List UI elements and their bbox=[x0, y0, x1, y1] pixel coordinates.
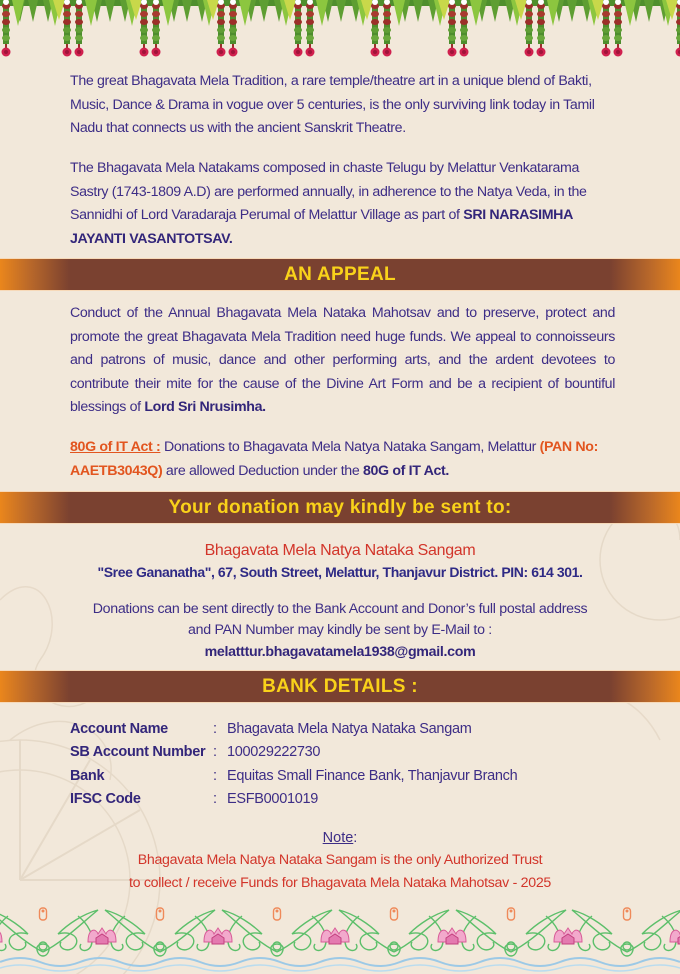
note-line-2: to collect / receive Funds for Bhagavata Mela Nataka Mahotsav - 2025 bbox=[128, 875, 551, 891]
intro-paragraph-2 bbox=[70, 157, 615, 251]
appeal-text: Conduct of the Annual Bhagavata Mela Nataka Mahotsav and to preserve, protect and promote the great Bhagavata Mela Tradition need huge funds. We appeal to connoisseurs and patrons of music, dance and other performing arts, and the ardent devotees to contribute their mite for the cause of the Divine Art Form and be a recipient of bountiful blessings of bbox=[70, 305, 615, 415]
tax-text-1: Donations to Bhagavata Mela Natya Nataka Sangam, Melattur bbox=[160, 439, 540, 455]
bank-row-ifsc bbox=[70, 788, 630, 812]
donation-info-line-2: and PAN Number may kindly be sent by E-Mail to : bbox=[188, 622, 492, 638]
floral-lotus-border-icon bbox=[0, 902, 680, 974]
bank-value: 100029222730 bbox=[227, 744, 321, 761]
tax-act-bold: 80G of IT Act. bbox=[362, 462, 449, 479]
contact-email-link[interactable]: melatttur.bhagavatamela1938@gmail.com bbox=[204, 644, 476, 660]
appeal-heading: AN APPEAL bbox=[284, 263, 396, 285]
organization-name: Bhagavata Mela Natya Nataka Sangam bbox=[204, 542, 476, 559]
appeal-paragraph bbox=[70, 302, 615, 420]
bank-label: Bank bbox=[70, 767, 105, 784]
bank-value: ESFB0001019 bbox=[227, 791, 319, 808]
tax-text-2: are allowed Deduction under the bbox=[162, 462, 363, 479]
note-colon: : bbox=[353, 830, 358, 846]
bank-colon: : bbox=[213, 744, 218, 761]
intro-paragraph-2-text: The Bhagavata Mela Natakams composed in chaste Telugu by Melattur Venkatarama Sastry (1743-1809 A.D) are performed annually, in adherence to the Natya Veda, in the Sannidhi of Lord Varadaraja Perumal of Melattur Village as part of bbox=[70, 160, 587, 223]
bank-label: Account Name bbox=[70, 720, 168, 737]
donation-heading-band bbox=[0, 491, 680, 524]
bank-details-table bbox=[70, 717, 630, 811]
note-heading bbox=[0, 828, 680, 848]
bank-row-account-number bbox=[70, 741, 630, 765]
bank-colon: : bbox=[213, 791, 218, 808]
pan-number: (PAN No: AAETB3043Q) bbox=[70, 439, 598, 479]
bank-heading: BANK DETAILS : bbox=[262, 675, 418, 697]
postal-address: "Sree Gananatha", 67, South Street, Melattur, Thanjavur District. PIN: 614 301. bbox=[97, 564, 583, 580]
note-title: Note bbox=[322, 830, 354, 846]
bank-value: Equitas Small Finance Bank, Thanjavur Branch bbox=[227, 767, 518, 784]
bank-row-bank bbox=[70, 764, 630, 788]
tax-exemption-label: 80G of IT Act : bbox=[70, 439, 161, 455]
bank-heading-band bbox=[0, 670, 680, 703]
festival-name: SRI NARASIMHA JAYANTI VASANTOTSAV. bbox=[70, 207, 573, 247]
note-line-1: Bhagavata Mela Natya Nataka Sangam is the only Authorized Trust bbox=[137, 852, 543, 868]
mango-leaf-garland-icon bbox=[0, 0, 680, 62]
donation-heading: Your donation may kindly be sent to: bbox=[168, 496, 512, 518]
bank-colon: : bbox=[213, 720, 218, 737]
bank-colon: : bbox=[213, 767, 218, 784]
appeal-heading-band bbox=[0, 258, 680, 291]
tax-exemption-paragraph bbox=[70, 436, 615, 483]
bank-label: SB Account Number bbox=[70, 744, 206, 761]
donation-info-line-1: Donations can be sent directly to the Bank Account and Donor’s full postal address bbox=[92, 601, 588, 617]
bank-row-account-name bbox=[70, 717, 630, 741]
deity-name: Lord Sri Nrusimha. bbox=[144, 399, 266, 415]
bank-label: IFSC Code bbox=[70, 791, 141, 808]
intro-paragraph-1: The great Bhagavata Mela Tradition, a rare temple/theatre art in a unique blend of Bakti, Music, Dance & Drama in vogue over 5 centuries, is the only surviving link today in Tamil Nadu that connects us with the ancient Sanskrit Theatre. bbox=[70, 73, 595, 136]
bank-value: Bhagavata Mela Natya Nataka Sangam bbox=[227, 720, 472, 737]
